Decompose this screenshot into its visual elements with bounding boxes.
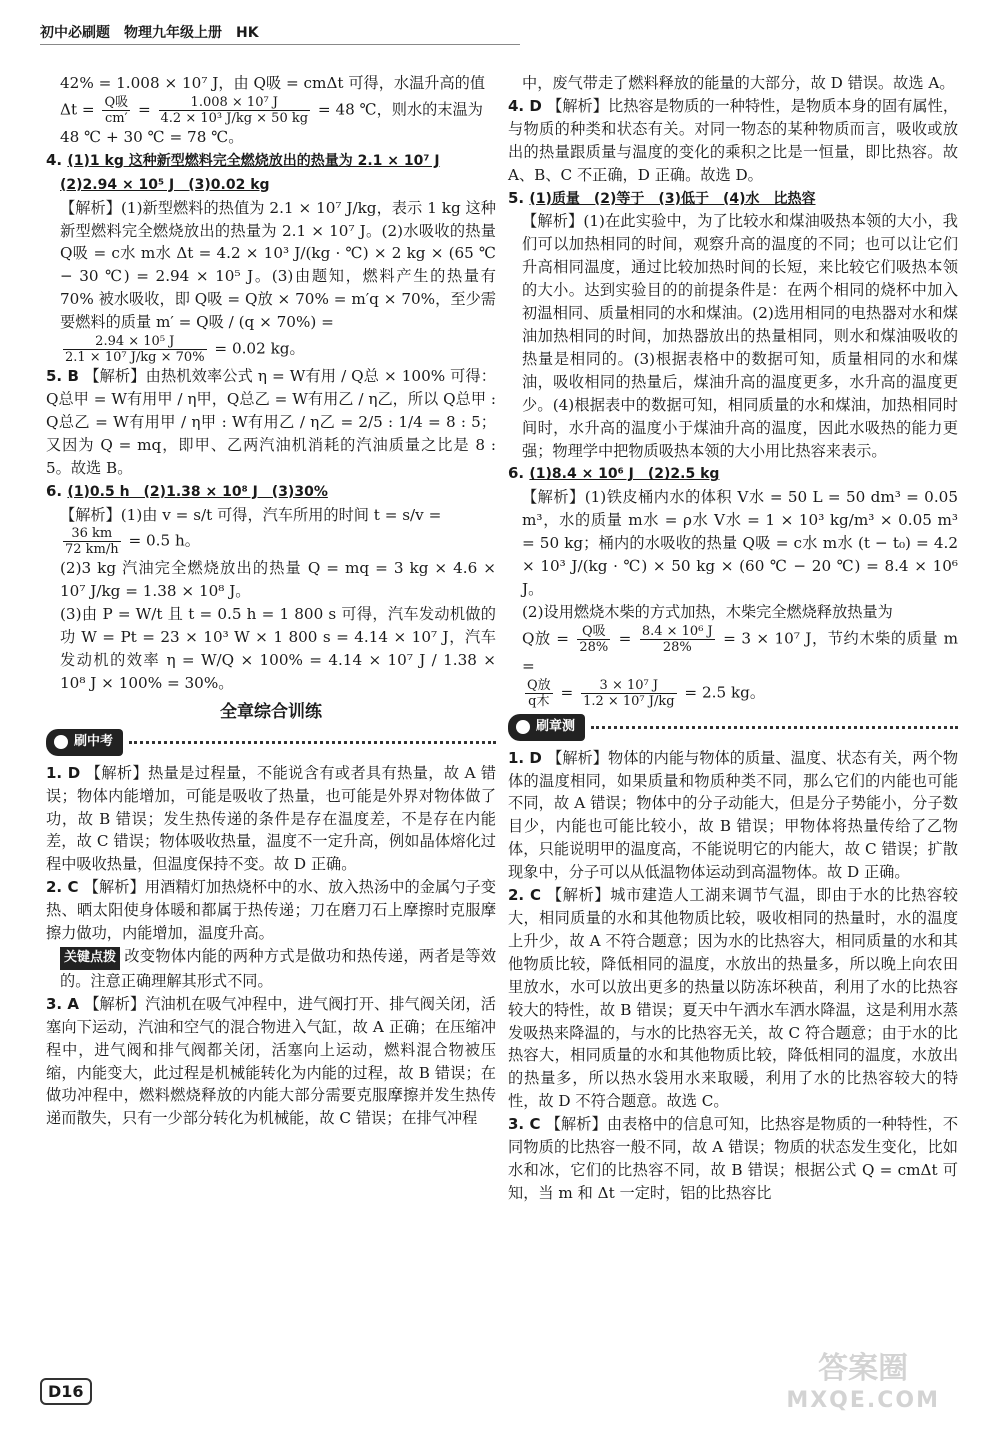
fraction-numerator: 1.008 × 10⁷ J <box>159 95 311 111</box>
answer-text: (1)质量 (2)等于 (3)低于 (4)水 比热容 <box>529 190 816 207</box>
fraction-denominator: 2.1 × 10⁷ J/kg × 70% <box>65 350 205 366</box>
paragraph: 【解析】(1)在此实验中，为了比较水和煤油吸热本领的大小，我们可以加热相同的时间，观察升高的温度的不同；也可以让它们升高相同温度，通过比较加热时间的长短，来比较它们吸热本领的大小。达到实验目的的前提条件是：在两个相同的烧杯中加入初温相同、质量相同的水和煤油。(2)选用相同的电热器对水和煤油加热相同的时间，加热器放出的热量相同，则水和煤油吸收的热量是相同的。(3)根据表格中的数据可知，质量相同的水和煤油，吸收相同的热量后，煤油升高的温度更多，水升高的温度更少。(4)根据表中的数据可知，相同质量的水和煤油，加热相同时间时，水升高的温度小于煤油升高的温度，因此水吸热的能力更强；物理学中把物质吸热本领的大小用比热容来表示。 <box>522 212 958 460</box>
question-number: 1. D <box>508 748 548 767</box>
formula-line <box>46 334 496 365</box>
keypoint-text: 改变物体内能的两种方式是做功和热传递，两者是等效的。注意正确理解其形式不同。 <box>60 947 496 990</box>
left-column <box>46 72 496 1130</box>
formula-line <box>46 526 496 557</box>
fraction <box>581 678 677 709</box>
section-banner <box>46 728 496 758</box>
question-block <box>508 187 958 211</box>
explanation-text: 【解析】汽油机在吸气冲程中，进气阀打开、排气阀关闭，活塞向下运动，汽油和空气的混合物进入气缸，故 A 正确；在压缩冲程中，进气阀和排气阀都关闭，活塞向上运动，燃料混合物被压缩，内能变大，此过程是机械能转化为内能的过程，故 B 错误；在做功冲程中，燃料燃烧释放的内能大部分需要克服摩擦并发生热传递而散失，只有一少部分转化为机械能，故 C 错误；在排气冲程 <box>46 994 496 1128</box>
paragraph: 【解析】(1)铁皮桶内水的体积 V水 = 50 L = 50 dm³ = 0.05 m³，水的质量 m水 = ρ水 V水 = 1 × 10³ kg/m³ × 0.05 m³ = 50 kg；桶内的水吸收的热量 Q吸 = c水 m水 (t − t₀) = 4.2 × 10³ J/(kg · ℃) × 50 kg × (60 ℃ − 20 ℃) = 8.4 × 10⁶ J。 <box>522 488 958 598</box>
fraction <box>159 95 311 126</box>
explanation-text: 【解析】物体的内能与物体的质量、温度、状态有关，两个物体的温度相同，如果质量和物质种类不同，那么它们的内能也可能不同，故 A 错误；物体中的分子动能大，但是分子势能小，分子数目少，内能也可能比较小，故 B 错误；甲物体将热量传给了乙物体，只能说明甲的温度高，不能说明它的内能大，故 C 错误；扩散现象中，分子可以从低温物体运动到高温物体。故 D 正确。 <box>508 748 959 882</box>
explanation-text: 【解析】用酒精灯加热烧杯中的水、放入热汤中的金属勺子变热、晒太阳使身体暖和都属于热传递；刀在磨刀石上摩擦时克服摩擦力做功，内能增加，温度升高。 <box>46 878 497 943</box>
question-block <box>46 365 496 480</box>
question-block <box>508 462 958 486</box>
question-number: 4. <box>46 150 68 169</box>
fraction-numerator: Q吸 <box>577 624 610 640</box>
fraction-denominator: 72 km/h <box>65 542 119 558</box>
fraction <box>525 678 553 709</box>
formula-text: = 3 × 10⁷ J，节约木柴的质量 m = <box>522 629 958 675</box>
dotted-rule <box>129 741 496 744</box>
question-number: 6. <box>46 481 68 500</box>
paragraph: 中，废气带走了燃料释放的能量的大部分，故 D 错误。故选 A。 <box>522 74 955 92</box>
formula-text: Δt = <box>60 100 100 119</box>
section-title: 全章综合训练 <box>220 701 322 722</box>
question-block <box>46 993 496 1130</box>
fraction-denominator: q木 <box>528 693 550 709</box>
formula-text: = 0.5 h。 <box>123 531 200 550</box>
fraction-numerator: 3 × 10⁷ J <box>581 678 677 694</box>
fraction-denominator: 1.2 × 10⁷ J/kg <box>583 693 675 709</box>
answer-line <box>46 173 496 197</box>
question-number: 2. C <box>46 878 84 897</box>
banner-label: 刷章测 <box>536 719 576 735</box>
formula-text: = 0.02 kg。 <box>209 339 305 358</box>
explanation-text: 【解析】比热容是物质的一种特性，是物质本身的固有属性，与物质的种类和状态有关。对同一物态的某种物质而言，吸收或放出的热量跟质量与温度的变化的乘积之比是一恒量，即比热容。故 A、B、C 不正确，D 正确。故选 D。 <box>508 96 959 184</box>
page-header: 初中必刷题 物理九年级上册 HK <box>40 25 259 41</box>
formula-line <box>46 95 496 126</box>
question-block <box>46 762 496 877</box>
dotted-rule <box>591 726 958 729</box>
question-block <box>46 149 496 173</box>
question-block <box>46 480 496 504</box>
explanation-text: 【解析】城市建造人工湖来调节气温，即由于水的比热容较大，相同质量的水和其他物质比较，吸收相同的热量时，水的温度上升少，故 A 不符合题意；因为水的比热容大，相同质量的水和其他物质比较，降低相同的温度，水放出的热量多，所以晚上向农田里放水，水可以放出更多的热量以防冻坏秧苗，利用了水的比热容较大的特性，故 B 错误；夏天中午洒水车洒水降温，这是利用水蒸发吸热来降温的，与水的比热容无关，故 C 符合题意；由于水的比热容大，相同质量的水和其他物质比较，降低相同的温度，水放出的热量多，所以热水袋用水来取暖，利用了水的比热容较大的特性，故 D 不符合题意。故选 C。 <box>508 886 958 1111</box>
question-number: 3. A <box>46 994 85 1013</box>
question-number: 3. C <box>508 1115 546 1134</box>
formula-text: = <box>555 683 579 702</box>
paragraph: (2)3 kg 汽油完全燃烧放出的热量 Q = mq = 3 kg × 4.6 × 10⁷ J/kg = 1.38 × 10⁸ J。 <box>60 559 496 601</box>
fraction-denominator: 28% <box>579 639 609 655</box>
fraction-denominator: 28% <box>662 639 692 655</box>
banner-label: 刷中考 <box>74 734 114 750</box>
fraction <box>640 624 715 655</box>
paragraph: 【解析】(1)由 v = s/t 可得，汽车所用的时间 t = s/v = <box>60 505 442 524</box>
fraction-numerator: Q放 <box>527 677 551 693</box>
question-number: 1. D <box>46 763 86 782</box>
right-column <box>508 72 958 1205</box>
fraction <box>102 95 130 126</box>
answer-text: (1)0.5 h (2)1.38 × 10⁸ J (3)30% <box>67 483 328 500</box>
formula-line <box>508 678 958 709</box>
fraction <box>63 526 121 557</box>
formula-text: Q放 = <box>522 629 575 648</box>
brush-icon <box>54 735 68 749</box>
watermark-text: 答案圈 <box>818 1351 909 1386</box>
page-number: D16 <box>40 1378 92 1405</box>
keypoint-block <box>46 945 496 993</box>
fraction-denominator: 4.2 × 10³ J/kg × 50 kg <box>160 110 309 126</box>
fraction-numerator: 2.94 × 10⁵ J <box>63 334 207 350</box>
formula-line <box>508 624 958 678</box>
question-number: 5. <box>508 188 530 207</box>
fraction-numerator: 8.4 × 10⁶ J <box>641 623 713 639</box>
question-block <box>508 747 958 884</box>
keypoint-label: 关键点拨 <box>60 947 120 970</box>
paragraph: 48 ℃ + 30 ℃ = 78 ℃。 <box>60 127 244 146</box>
banner-badge <box>508 714 585 741</box>
answer-text: (2)2.94 × 10⁵ J (3)0.02 kg <box>60 176 270 193</box>
paragraph: 42% = 1.008 × 10⁷ J，由 Q吸 = cmΔt 可得，水温升高的值 <box>60 74 486 92</box>
explanation-text: 【解析】热量是过程量，不能说含有或者具有热量，故 A 错误；物体内能增加，可能是吸收了热量，也可能是外界对物体做了功，故 B 错误；发生热传递的条件是存在温度差，不是存在内能差，故 C 错误；物体吸收热量，温度不一定升高，例如晶体熔化过程中吸收热量，但温度保持不变。故 D 正确。 <box>46 763 497 874</box>
answer-text: (1)1 kg 这种新型燃料完全燃烧放出的热量为 2.1 × 10⁷ J <box>67 152 440 169</box>
fraction-denominator: cm′ <box>105 110 128 126</box>
question-block <box>508 95 958 187</box>
paragraph: 【解析】(1)新型燃料的热值为 2.1 × 10⁷ J/kg，表示 1 kg 这种新型燃料完全燃烧放出的热量为 2.1 × 10⁷ J。(2)水吸收的热量 Q吸 = c水 m水 Δt = 4.2 × 10³ J/(kg · ℃) × 2 kg × (65 ℃ − 30 ℃) = 2.94 × 10⁵ J。(3)由题知，燃料产生的热量有 70% 被水吸收，即 Q吸 = Q放 × 70% = m′q × 70%，至少需要燃料的质量 m′ = Q吸 / (q × 70%) = <box>60 198 496 332</box>
fraction <box>577 624 610 655</box>
question-block <box>508 1113 958 1205</box>
fraction <box>63 334 207 365</box>
fraction-numerator: Q吸 <box>104 94 129 110</box>
section-banner <box>508 713 958 743</box>
paragraph: (2)设用燃烧木柴的方式加热，木柴完全燃烧释放热量为 <box>522 602 893 621</box>
question-block <box>508 884 958 1113</box>
formula-text: = <box>133 100 156 119</box>
question-number: 2. C <box>508 886 547 905</box>
question-number: 4. D <box>508 96 548 115</box>
question-block <box>46 876 496 945</box>
header-rule <box>40 44 520 45</box>
question-number: 6. <box>508 464 530 483</box>
brush-icon <box>516 720 530 734</box>
watermark-url: MXQE.COM <box>786 1388 940 1413</box>
formula-text: = 2.5 kg。 <box>679 683 766 702</box>
banner-badge <box>46 729 123 756</box>
formula-text: = 48 ℃，则水的末温为 <box>313 100 483 119</box>
watermark-logo <box>786 1353 940 1417</box>
fraction-numerator: 36 km <box>63 526 121 542</box>
paragraph: (3)由 P = W/t 且 t = 0.5 h = 1 800 s 可得，汽车发动机做的功 W = Pt = 23 × 10³ W × 1 800 s = 4.14 × 10⁷ J，汽车发动机的效率 η = W/Q × 100% = 4.14 × 10⁷ J / 1.38 × 10⁸ J × 100% = 30%。 <box>60 605 496 692</box>
explanation-text: 【解析】由表格中的信息可知，比热容是物质的一种特性，不同物质的比热容一般不同，故 A 错误；物质的状态发生变化，比如水和冰，它们的比热容不同，故 B 错误；根据公式 Q = cmΔt 可知，当 m 和 Δt 一定时，铝的比热容比 <box>508 1115 959 1202</box>
formula-text: = <box>613 629 637 648</box>
answer-text: (1)8.4 × 10⁶ J (2)2.5 kg <box>529 466 720 483</box>
question-number: 5. B <box>46 367 85 386</box>
explanation-text: 【解析】由热机效率公式 η = W有用 / Q总 × 100% 可得：Q总甲 = W有用甲 / η甲，Q总乙 = W有用乙 / η乙，所以 Q总甲 : Q总乙 = W有用甲 / η甲 : W有用乙 / η乙 = 2/5 : 1/4 = 8 : 5；又因为 Q = mq，即甲、乙两汽油机消耗的汽油质量之比是 8 : 5。故选 B。 <box>46 367 496 477</box>
